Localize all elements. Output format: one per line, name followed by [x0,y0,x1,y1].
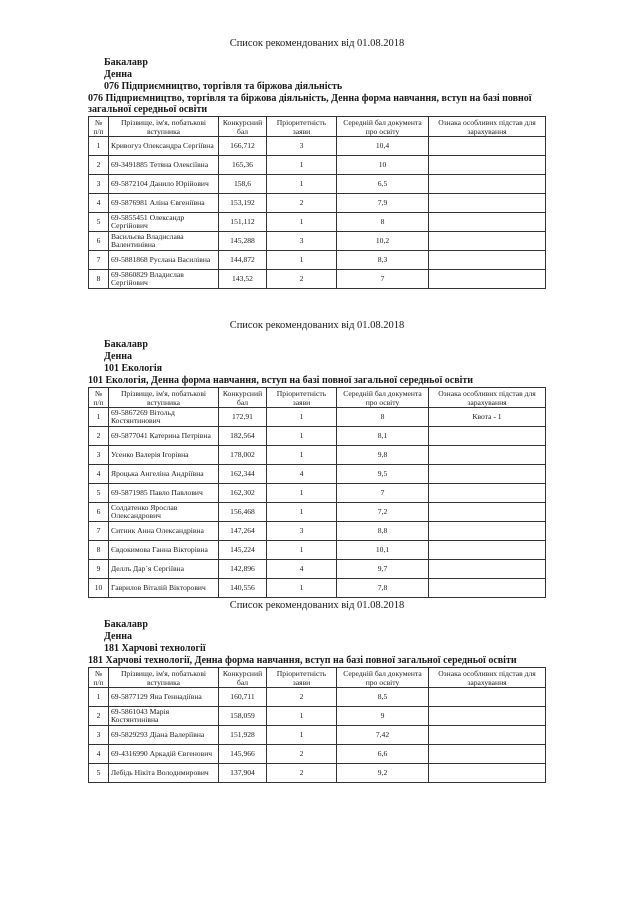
col-priority-header: Пріоритетність заяви [267,388,337,408]
cell-avg: 8,5 [337,688,429,707]
cell-note [429,745,546,764]
table-row [89,194,546,213]
section-181 [88,600,546,783]
cell-priority: 1 [267,484,337,503]
cell-score: 144,872 [219,251,267,270]
cell-avg: 9,8 [337,446,429,465]
col-score-header: Конкурсний бал [219,117,267,137]
cell-name: 69-5877041 Катерина Петрівна [109,427,219,446]
cell-score: 172,91 [219,408,267,427]
cell-priority: 1 [267,251,337,270]
cell-priority: 3 [267,522,337,541]
cell-name: Солдатенко Ярослав Олександрович [109,503,219,522]
col-num-header: № п/п [89,388,109,408]
cell-num: 3 [89,175,109,194]
cell-name: 69-5871985 Павло Павлович [109,484,219,503]
section-101 [88,320,546,598]
cell-note [429,541,546,560]
cell-score: 145,966 [219,745,267,764]
table-row [89,213,546,232]
col-num-header: № п/п [89,668,109,688]
cell-note [429,175,546,194]
study-form-label: Денна [104,351,132,362]
cell-name: Деллъ Дар`я Сергіївна [109,560,219,579]
cell-priority: 1 [267,213,337,232]
cell-priority: 2 [267,270,337,289]
cell-score: 143,52 [219,270,267,289]
cell-num: 7 [89,522,109,541]
table-row [89,270,546,289]
cell-num: 1 [89,408,109,427]
col-name-header: Прізвище, ім'я, побатькові вступника [109,668,219,688]
cell-name: Яроцька Ангеліна Андріївна [109,465,219,484]
col-avg-header: Середній бал документа про освіту [337,117,429,137]
cell-avg: 10,4 [337,137,429,156]
cell-num: 6 [89,232,109,251]
table-row [89,465,546,484]
cell-name: 69-5861043 Марія Костянтинівна [109,707,219,726]
cell-priority: 1 [267,541,337,560]
cell-priority: 4 [267,465,337,484]
table-row [89,579,546,598]
specialty-label: 181 Харчові технології [104,643,206,654]
cell-note [429,707,546,726]
degree-label: Бакалавр [104,339,148,350]
cell-num: 4 [89,465,109,484]
cell-score: 153,192 [219,194,267,213]
col-note-header: Ознака особливих підстав для зарахування [429,668,546,688]
cell-note [429,427,546,446]
cell-score: 151,112 [219,213,267,232]
cell-priority: 2 [267,194,337,213]
cell-score: 162,344 [219,465,267,484]
cell-priority: 1 [267,579,337,598]
cell-num: 5 [89,484,109,503]
table-row [89,484,546,503]
cell-avg: 7 [337,270,429,289]
table-row [89,745,546,764]
cell-score: 137,904 [219,764,267,783]
cell-num: 4 [89,194,109,213]
degree-label: Бакалавр [104,57,148,68]
cell-avg: 9,2 [337,764,429,783]
applicants-table [88,667,546,783]
table-header-row [89,117,546,137]
table-row [89,137,546,156]
cell-name: 69-5867269 Вітольд Костянтинович [109,408,219,427]
specialty-label: 076 Підприємництво, торгівля та біржова діяльність [104,81,343,92]
cell-avg: 8,8 [337,522,429,541]
table-header-row [89,668,546,688]
cell-score: 182,564 [219,427,267,446]
cell-note [429,137,546,156]
table-row [89,688,546,707]
section-076 [88,38,546,289]
cell-note [429,156,546,175]
col-avg-header: Середній бал документа про освіту [337,668,429,688]
table-row [89,764,546,783]
cell-note [429,764,546,783]
cell-name: Васильєва Владислава Валентинівна [109,232,219,251]
cell-note [429,232,546,251]
cell-note [429,213,546,232]
cell-avg: 7,42 [337,726,429,745]
applicants-table [88,387,546,598]
degree-label: Бакалавр [104,619,148,630]
cell-note [429,503,546,522]
cell-score: 160,711 [219,688,267,707]
cell-avg: 10,1 [337,541,429,560]
col-priority-header: Пріоритетність заяви [267,668,337,688]
cell-priority: 1 [267,726,337,745]
cell-avg: 7,2 [337,503,429,522]
cell-num: 8 [89,541,109,560]
cell-num: 4 [89,745,109,764]
cell-num: 8 [89,270,109,289]
cell-note [429,688,546,707]
cell-priority: 3 [267,137,337,156]
cell-priority: 1 [267,427,337,446]
col-score-header: Конкурсний бал [219,668,267,688]
cell-num: 6 [89,503,109,522]
cell-priority: 2 [267,688,337,707]
cell-num: 7 [89,251,109,270]
col-score-header: Конкурсний бал [219,388,267,408]
cell-note [429,465,546,484]
cell-name: Ситник Анна Олександрівна [109,522,219,541]
table-row [89,560,546,579]
cell-priority: 1 [267,175,337,194]
cell-name: 69-5860829 Владислав Сергійович [109,270,219,289]
cell-avg: 6,5 [337,175,429,194]
cell-num: 9 [89,560,109,579]
cell-note [429,194,546,213]
list-title: Список рекомендованих від 01.08.2018 [229,600,405,611]
cell-avg: 9,5 [337,465,429,484]
cell-num: 5 [89,764,109,783]
cell-avg: 8 [337,408,429,427]
cell-priority: 2 [267,745,337,764]
cell-name: 69-5877129 Яна Геннадіївна [109,688,219,707]
col-note-header: Ознака особливих підстав для зарахування [429,117,546,137]
cell-num: 2 [89,156,109,175]
cell-avg: 7 [337,484,429,503]
cell-avg: 6,6 [337,745,429,764]
applicants-table [88,116,546,289]
cell-avg: 8 [337,213,429,232]
cell-name: 69-3491885 Тетяна Олексіївна [109,156,219,175]
col-avg-header: Середній бал документа про освіту [337,388,429,408]
cell-avg: 7,8 [337,579,429,598]
cell-score: 158,6 [219,175,267,194]
col-name-header: Прізвище, ім'я, побатькові вступника [109,117,219,137]
table-row [89,522,546,541]
table-row [89,232,546,251]
cell-name: 69-5872104 Данило Юрійович [109,175,219,194]
cell-priority: 1 [267,156,337,175]
cell-avg: 10,2 [337,232,429,251]
table-row [89,707,546,726]
program-label: 101 Екологія, Денна форма навчання, вступ на базі повної загальної середньої освіти [88,375,474,386]
cell-name: Лебідь Нікіта Володимирович [109,764,219,783]
cell-score: 178,002 [219,446,267,465]
col-priority-header: Пріоритетність заяви [267,117,337,137]
cell-score: 145,288 [219,232,267,251]
study-form-label: Денна [104,69,132,80]
program-label: 181 Харчові технології, Денна форма навчання, вступ на базі повної загальної середньої освіти [88,655,517,666]
cell-num: 5 [89,213,109,232]
cell-priority: 2 [267,764,337,783]
cell-note [429,484,546,503]
cell-score: 147,264 [219,522,267,541]
table-row [89,541,546,560]
cell-score: 165,36 [219,156,267,175]
col-name-header: Прізвище, ім'я, побатькові вступника [109,388,219,408]
cell-num: 3 [89,446,109,465]
cell-score: 140,556 [219,579,267,598]
cell-score: 166,712 [219,137,267,156]
cell-name: 69-5876981 Аліна Євгеніївна [109,194,219,213]
cell-avg: 8,1 [337,427,429,446]
program-label: 076 Підприємництво, торгівля та біржова діяльність, Денна форма навчання, вступ на базі повної загальної середньої освіти [88,93,532,115]
cell-num: 1 [89,137,109,156]
cell-note [429,446,546,465]
cell-name: 69-5829293 Діана Валеріївна [109,726,219,745]
cell-avg: 10 [337,156,429,175]
cell-name: 69-4316990 Аркадій Євгенович [109,745,219,764]
table-row [89,503,546,522]
table-row [89,427,546,446]
cell-priority: 1 [267,503,337,522]
study-form-label: Денна [104,631,132,642]
cell-priority: 1 [267,408,337,427]
col-note-header: Ознака особливих підстав для зарахування [429,388,546,408]
table-row [89,156,546,175]
cell-num: 10 [89,579,109,598]
cell-priority: 1 [267,446,337,465]
cell-avg: 9,7 [337,560,429,579]
table-row [89,446,546,465]
col-num-header: № п/п [89,117,109,137]
cell-score: 151,928 [219,726,267,745]
cell-score: 142,896 [219,560,267,579]
table-row [89,251,546,270]
cell-score: 156,468 [219,503,267,522]
cell-note [429,726,546,745]
cell-name: Кривогуз Олександра Сергіївна [109,137,219,156]
cell-num: 1 [89,688,109,707]
specialty-label: 101 Екологія [104,363,163,374]
cell-note [429,270,546,289]
cell-num: 3 [89,726,109,745]
cell-note [429,560,546,579]
cell-priority: 4 [267,560,337,579]
cell-priority: 1 [267,707,337,726]
cell-avg: 7,9 [337,194,429,213]
cell-note [429,251,546,270]
cell-avg: 8,3 [337,251,429,270]
cell-name: 69-5881868 Руслана Василівна [109,251,219,270]
cell-name: Євдокимова Ганна Вікторівна [109,541,219,560]
cell-score: 162,302 [219,484,267,503]
cell-priority: 3 [267,232,337,251]
cell-name: Гаврилов Віталій Вікторович [109,579,219,598]
cell-note: Квота - 1 [429,408,546,427]
table-row [89,408,546,427]
cell-num: 2 [89,707,109,726]
list-title: Список рекомендованих від 01.08.2018 [229,320,405,331]
table-row [89,175,546,194]
cell-name: Усенко Валерія Ігорівна [109,446,219,465]
cell-note [429,522,546,541]
cell-note [429,579,546,598]
list-title: Список рекомендованих від 01.08.2018 [229,38,405,49]
cell-name: 69-5855451 Олександр Сергійович [109,213,219,232]
cell-score: 145,224 [219,541,267,560]
table-header-row [89,388,546,408]
table-row [89,726,546,745]
cell-avg: 9 [337,707,429,726]
cell-score: 158,059 [219,707,267,726]
cell-num: 2 [89,427,109,446]
